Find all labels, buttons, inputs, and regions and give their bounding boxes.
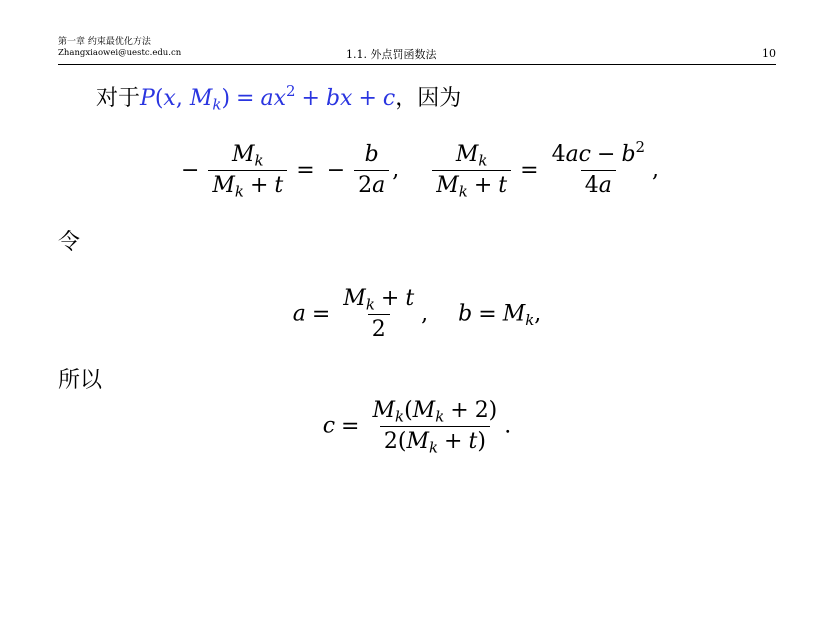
intro-tail-text: ，因为 <box>395 86 462 111</box>
header-rule <box>58 64 776 65</box>
intro-lead-text: 对于 <box>96 86 141 111</box>
word-suoyi: 所以 <box>58 368 103 393</box>
header-author-email: Zhangxiaowei@uestc.edu.cn <box>58 48 182 58</box>
header-chapter-title: 第一章 约束最优化方法 <box>58 37 151 47</box>
header-section-title: 1.1. 外点罚函数法 <box>346 48 437 61</box>
word-ling: 令 <box>58 230 81 255</box>
equation-a-b-assignment: a = $\frac{M_k + t}{2}$ , $b = M_k$, <box>292 286 542 342</box>
equation-vertex-conditions: − $\frac{M_k}{M_k + t}$ = − $\frac{b}{2a}$ , $\frac{M_k}{M_k + t}$ = $\frac{4ac - b^2}{4a}$ , <box>180 138 660 201</box>
header-page-number: 10 <box>762 47 776 60</box>
equation-c-result: c = $\frac{M_k(M_k + 2)}{2(M_k + t)}$ . <box>322 398 512 457</box>
fraction-c-value: $\frac{M_k(M_k + 2)}{2(M_k + t)}$ <box>372 398 498 457</box>
intro-sentence <box>96 84 461 114</box>
fraction-4ac-minus-b2-over-4a: $\frac{4ac - b^2}{4a}$ <box>551 138 646 198</box>
fraction-mk-plus-t-over-2: $\frac{M_k + t}{2}$ <box>343 286 415 342</box>
fraction-mk-over-mk-plus-t: $\frac{M_k}{M_k + t}$ <box>208 142 287 199</box>
fraction-b-over-2a: $\frac{b}{2a}$ <box>354 142 389 199</box>
penalty-polynomial-formula: P(x, $M_k) = ax^2$ + bx + c <box>140 82 396 114</box>
fraction-mk-over-mk-plus-t-2: $\frac{M_k}{M_k + t}$ <box>432 142 511 199</box>
